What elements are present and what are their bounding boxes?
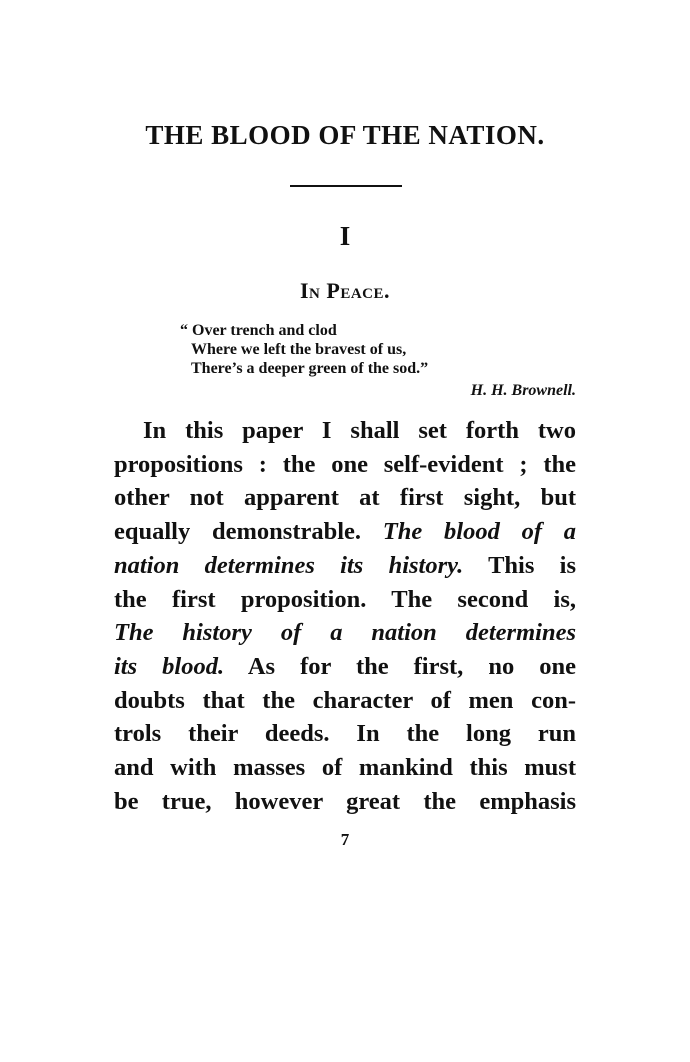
italic-phrase: The blood of a — [382, 518, 576, 546]
body-paragraph — [114, 414, 576, 818]
body-line: trols their deeds. In the long run — [114, 720, 576, 748]
body-line — [114, 515, 576, 549]
body-line: In this paper I shall set forth two — [143, 417, 576, 444]
chapter-title: In Peace. — [299, 278, 390, 303]
body-text-run: equally demonstrable. — [114, 518, 362, 546]
epigraph — [180, 321, 428, 378]
epigraph-line: Where we left the bravest of us, — [191, 341, 407, 358]
body-line: other not apparent at first sight, but — [114, 484, 576, 512]
page-title: THE BLOOD OF THE NATION. — [145, 120, 545, 150]
epigraph-line: “ Over trench and clod — [180, 322, 337, 339]
body-line: be true, however great the emphasis — [114, 787, 576, 815]
chapter-number: I — [339, 221, 351, 251]
epigraph-attribution: H. H. Brownell. — [470, 382, 576, 399]
body-line: doubts that the character of men con- — [114, 686, 576, 714]
body-line — [114, 650, 576, 684]
body-line — [114, 549, 576, 583]
body-text-run: This is — [488, 551, 577, 579]
epigraph-line: There’s a deeper green of the sod.” — [191, 360, 429, 377]
title-divider — [290, 185, 402, 187]
italic-phrase: The history of a nation determines — [114, 619, 576, 647]
italic-phrase: nation determines its history. — [114, 551, 464, 579]
body-line: and with masses of mankind this must — [114, 754, 576, 782]
body-text-run: As for the first, no one — [247, 652, 576, 680]
body-line: propositions : the one self-evident ; the — [114, 450, 576, 478]
body-line: the first proposition. The second is, — [114, 585, 576, 613]
italic-phrase: its blood. — [114, 652, 225, 680]
body-line — [114, 616, 576, 650]
page-number: 7 — [340, 830, 350, 849]
